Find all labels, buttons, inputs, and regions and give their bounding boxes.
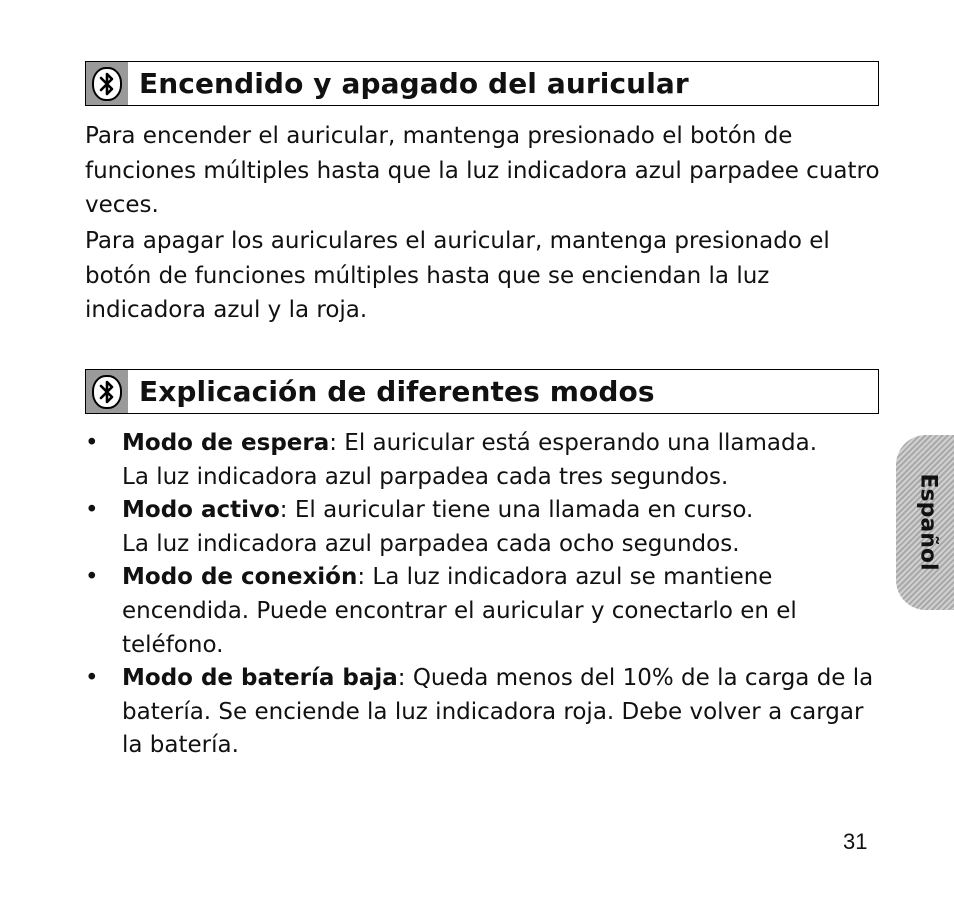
bullet-icon: • xyxy=(85,564,99,591)
list-item xyxy=(85,561,885,662)
bluetooth-icon xyxy=(86,62,128,105)
mode-term: Modo de batería baja xyxy=(122,665,398,692)
bullet-icon: • xyxy=(85,665,99,692)
paragraph-power-off: Para apagar los auriculares el auricular, mantenga presionado el botón de funciones múltiples hasta que se enciendan la luz indicadora azul y la roja. xyxy=(85,228,830,323)
mode-term: Modo de espera xyxy=(122,430,330,456)
page-number: 31 xyxy=(843,829,868,854)
mode-description: : El auricular tiene una llamada en curso. xyxy=(279,497,754,524)
mode-description: : El auricular está esperando una llamada. xyxy=(329,430,818,456)
modes-list xyxy=(85,427,885,763)
mode-description: : Queda menos del 10% de la carga de la batería. Se enciende la luz indicadora roja. Debe volver a cargar la batería. xyxy=(122,665,874,759)
bullet-icon: • xyxy=(85,430,99,456)
section-header-power xyxy=(85,61,879,106)
bluetooth-icon xyxy=(86,370,128,413)
bullet-icon: • xyxy=(85,497,99,524)
section-title: Explicación de diferentes modos xyxy=(139,374,655,408)
mode-term: Modo de conexión xyxy=(122,564,358,591)
section-title: Encendido y apagado del auricular xyxy=(139,66,689,100)
mode-extra: La luz indicadora azul parpadea cada ocho segundos. xyxy=(122,530,740,557)
list-item xyxy=(85,662,885,763)
mode-term: Modo activo xyxy=(122,497,280,524)
list-item xyxy=(85,494,885,561)
mode-extra: La luz indicadora azul parpadea cada tres segundos. xyxy=(122,463,729,490)
paragraph-power-on: Para encender el auricular, mantenga presionado el botón de funciones múltiples hasta que la luz indicadora azul parpadee cuatro veces. xyxy=(85,123,880,218)
language-tab-label: Español xyxy=(915,473,941,571)
section-header-modes xyxy=(85,369,879,414)
list-item xyxy=(85,427,885,494)
mode-description: : La luz indicadora azul se mantiene encendida. Puede encontrar el auricular y conectarlo en el teléfono. xyxy=(122,564,797,658)
